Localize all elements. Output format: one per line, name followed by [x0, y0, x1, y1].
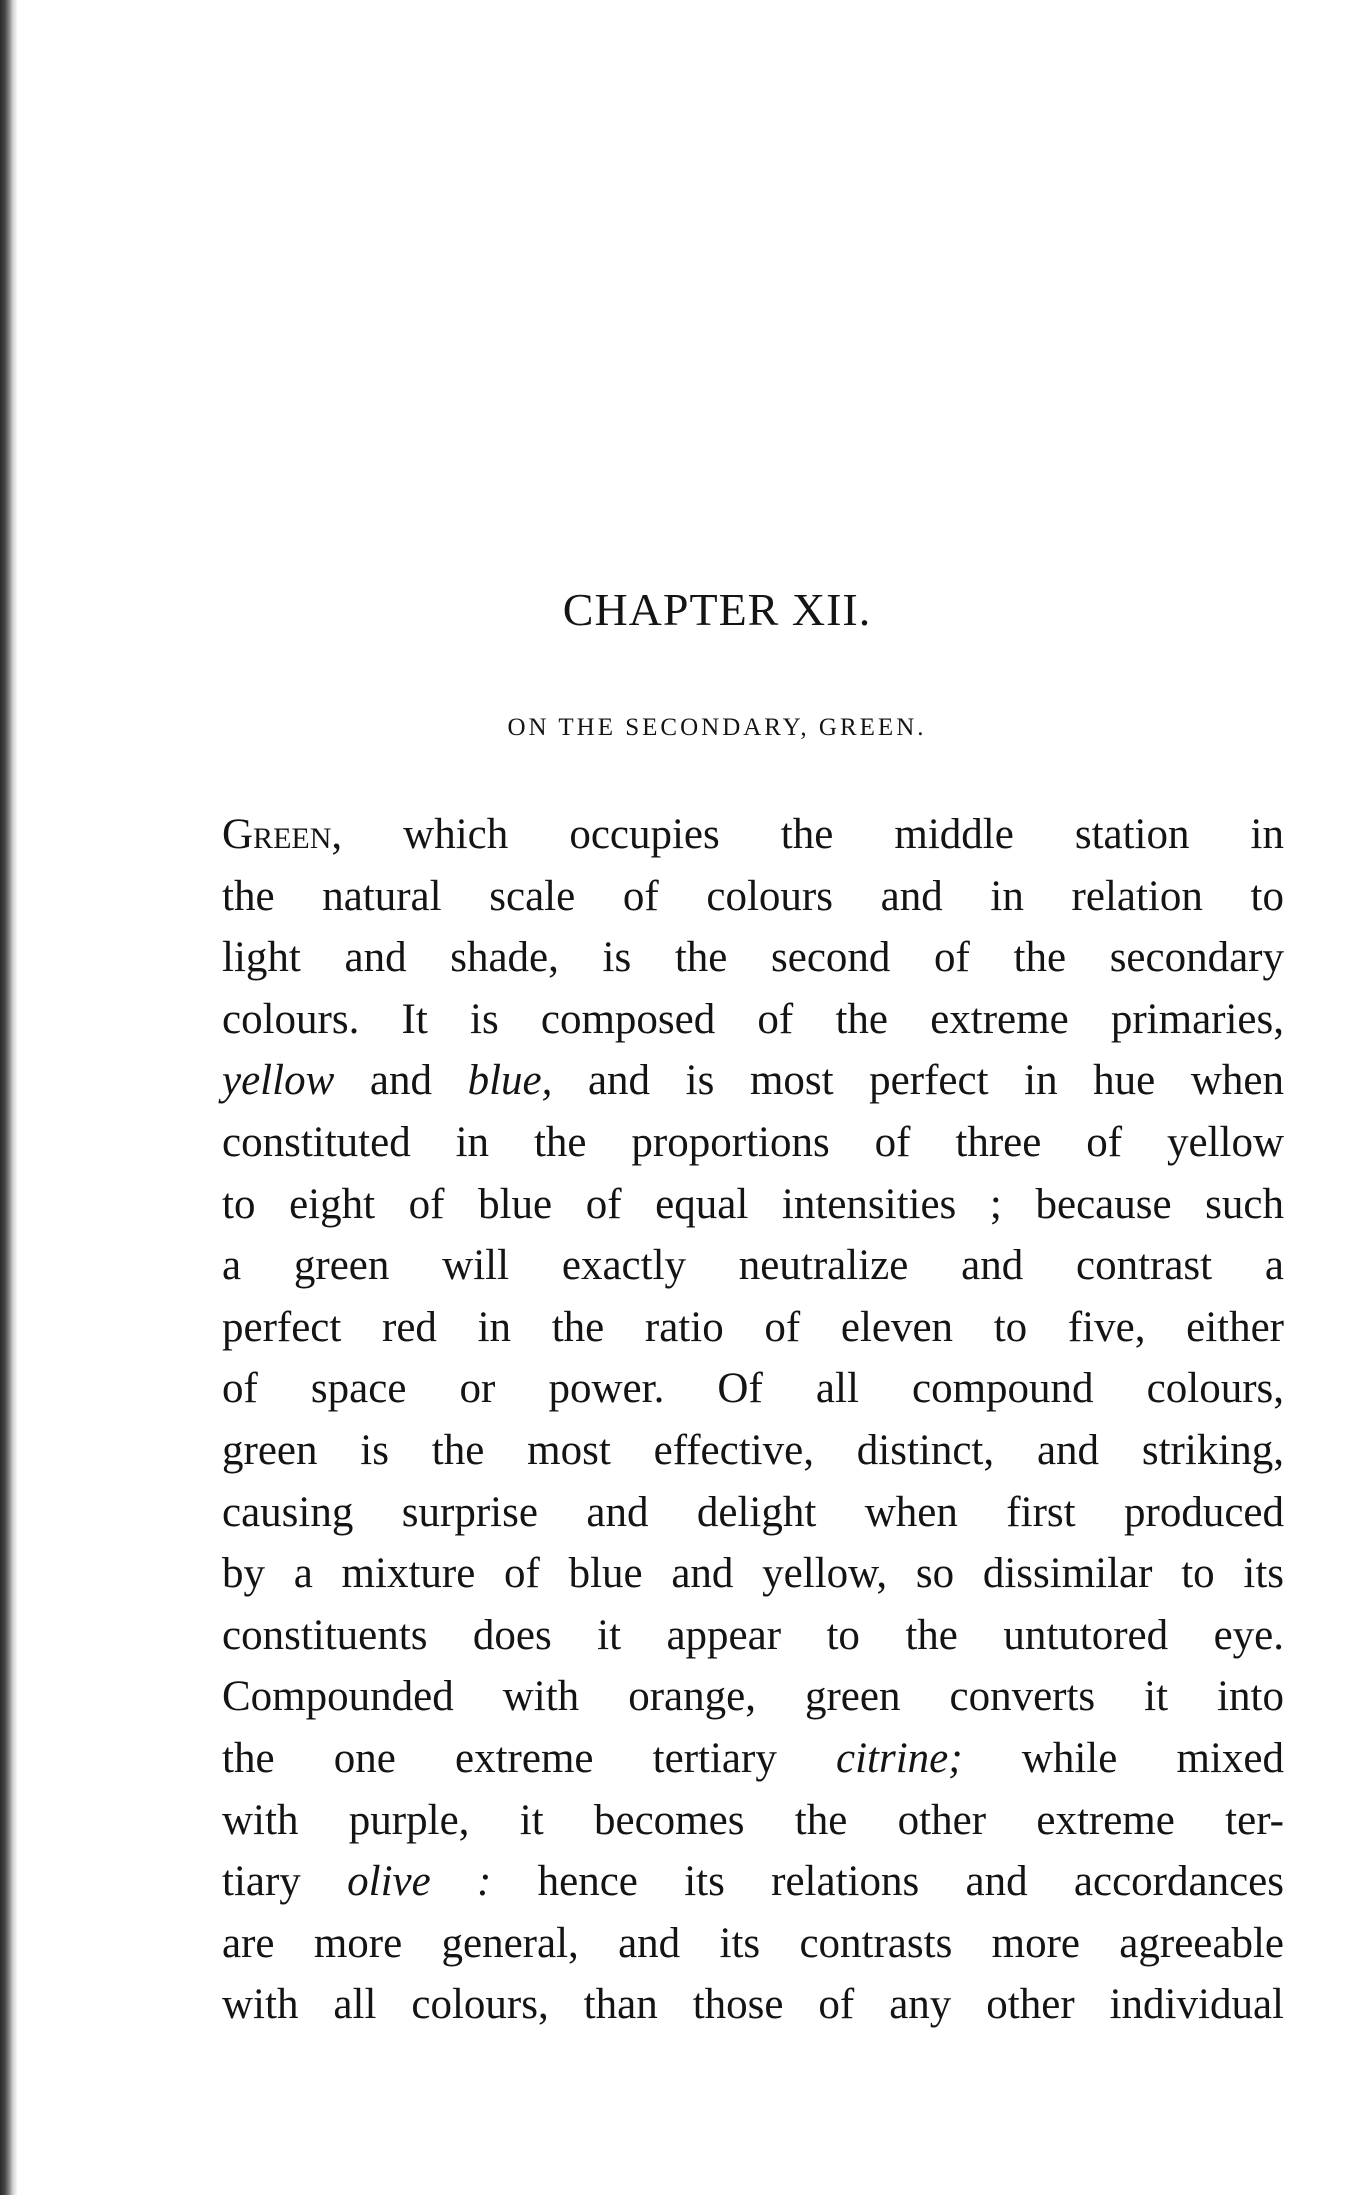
page-binding-edge	[0, 0, 18, 2195]
text-segment: olive :	[347, 1858, 492, 1906]
text-segment: the one extreme tertiary	[222, 1734, 837, 1782]
text-segment: citrine;	[836, 1734, 963, 1782]
text-segment: perfect red in the ratio of eleven to five, either	[222, 1303, 1284, 1351]
text-line	[222, 1174, 1284, 1236]
text-segment: and is most perfect in hue when	[552, 1057, 1285, 1105]
text-line	[222, 1297, 1284, 1359]
text-line	[222, 1974, 1284, 2036]
text-segment: a green will exactly neutralize and contrast a	[222, 1242, 1284, 1290]
text-line	[222, 1543, 1284, 1605]
text-segment: constituents does it appear to the untutored eye.	[222, 1611, 1284, 1659]
text-line	[222, 1728, 1284, 1790]
text-line	[222, 1112, 1284, 1174]
text-line	[222, 1913, 1284, 1975]
text-segment: with purple, it becomes the other extreme ter-	[222, 1796, 1284, 1844]
text-segment: by a mixture of blue and yellow, so dissimilar to its	[222, 1550, 1284, 1598]
text-segment: yellow	[222, 1057, 335, 1105]
text-line	[222, 866, 1284, 928]
text-segment: and	[334, 1057, 468, 1105]
text-segment: green is the most effective, distinct, and striking,	[222, 1426, 1284, 1474]
text-line	[222, 1666, 1284, 1728]
text-line	[222, 1358, 1284, 1420]
text-segment: while mixed	[962, 1734, 1284, 1782]
chapter-subtitle: ON THE SECONDARY, GREEN.	[507, 714, 927, 741]
body-paragraph	[222, 804, 1284, 2036]
text-segment: causing surprise and delight when first produced	[222, 1488, 1284, 1536]
text-line	[222, 989, 1284, 1051]
text-line	[222, 1790, 1284, 1852]
text-segment: Compounded with orange, green converts it into	[222, 1673, 1284, 1721]
text-line	[222, 1851, 1284, 1913]
text-segment: blue,	[467, 1057, 553, 1105]
text-line	[222, 1482, 1284, 1544]
text-line	[222, 1050, 1284, 1112]
text-segment: colours. It is composed of the extreme primaries,	[222, 995, 1284, 1043]
text-segment: to eight of blue of equal intensities ; because such	[222, 1180, 1284, 1228]
text-segment: constituted in the proportions of three of yellow	[222, 1118, 1284, 1166]
text-segment: with all colours, than those of any other individual	[222, 1981, 1284, 2029]
text-segment: the natural scale of colours and in relation to	[222, 872, 1284, 920]
text-segment: light and shade, is the second of the secondary	[222, 934, 1284, 982]
text-line	[222, 804, 1284, 866]
text-segment: , which occupies the middle station in	[331, 811, 1284, 858]
text-segment: hence its relations and accordances	[491, 1858, 1284, 1906]
text-segment: Green	[222, 811, 332, 858]
text-line	[222, 1605, 1284, 1667]
text-line	[222, 1420, 1284, 1482]
text-segment: tiary	[222, 1858, 348, 1906]
text-segment: are more general, and its contrasts more agreeable	[222, 1919, 1284, 1967]
text-line	[222, 1235, 1284, 1297]
text-line	[222, 927, 1284, 989]
chapter-title: CHAPTER XII.	[562, 584, 872, 635]
text-segment: of space or power. Of all compound colours,	[222, 1365, 1284, 1413]
